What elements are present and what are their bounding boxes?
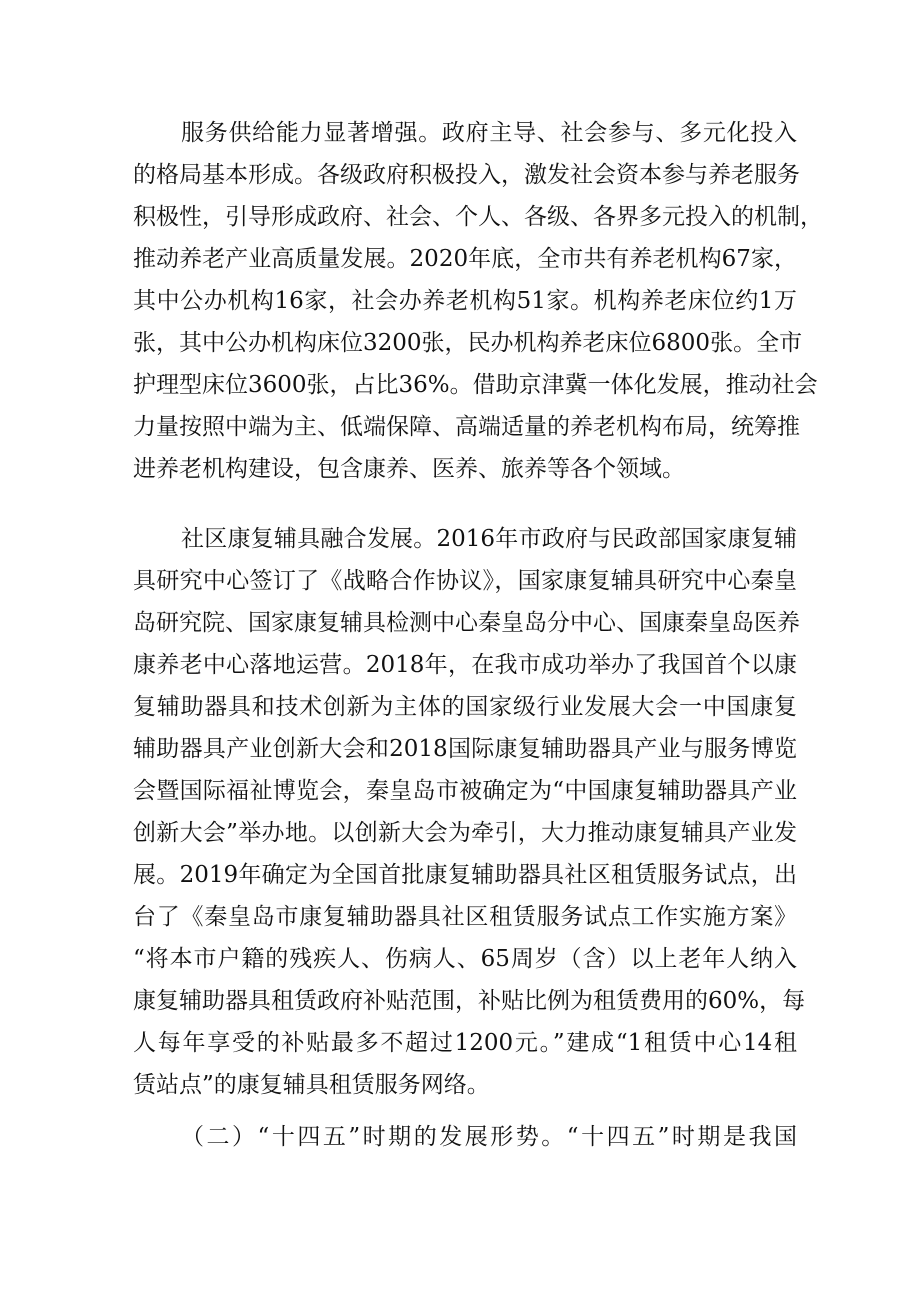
paragraph-1-line: 力量按照中端为主、低端保障、高端适量的养老机构布局，统筹推 (133, 414, 800, 440)
paragraph-2-line: 岛研究院、国家康复辅具检测中心秦皇岛分中心、国康秦皇岛医养 (133, 610, 800, 636)
paragraph-1-line: 推动养老产业高质量发展。2020年底，全市共有养老机构67家， (133, 246, 797, 272)
paragraph-2-line: “将本市户籍的残疾人、伤病人、65周岁（含）以上老年人纳入 (133, 946, 797, 972)
paragraph-2-line: 辅助器具产业创新大会和2018国际康复辅助器具产业与服务博览 (133, 736, 797, 762)
paragraph-1-line: 其中公办机构16家，社会办养老机构51家。机构养老床位约1万 (133, 288, 797, 314)
paragraph-1-line: 的格局基本形成。各级政府积极投入，激发社会资本参与养老服务 (133, 162, 800, 188)
section-heading-line: （二）“十四五”时期的发展形势。“十四五”时期是我国 (181, 1124, 797, 1150)
paragraph-2-line: 康复辅助器具租赁政府补贴范围，补贴比例为租赁费用的60%，每 (133, 988, 806, 1014)
paragraph-2-line: 社区康复辅具融合发展。2016年市政府与民政部国家康复辅 (181, 526, 797, 552)
paragraph-2-line: 具研究中心签订了《战略合作协议》，国家康复辅具研究中心秦皇 (133, 568, 797, 594)
paragraph-1-line: 积极性，引导形成政府、社会、个人、各级、各界多元投入的机制， (133, 204, 823, 230)
paragraph-2-line: 人每年享受的补贴最多不超过1200元。”建成“1租赁中心14租 (133, 1030, 797, 1056)
paragraph-2-line: 康养老中心落地运营。2018年，在我市成功举办了我国首个以康 (133, 652, 797, 678)
paragraph-1-line: 服务供给能力显著增强。政府主导、社会参与、多元化投入 (181, 120, 797, 146)
paragraph-2-line: 创新大会”举办地。以创新大会为牵引，大力推动康复辅具产业发 (133, 820, 797, 846)
paragraph-1-line: 进养老机构建设，包含康养、医养、旅养等各个领域。 (133, 456, 685, 482)
paragraph-2-line: 复辅助器具和技术创新为主体的国家级行业发展大会一中国康复 (133, 694, 797, 720)
paragraph-2-line: 赁站点”的康复辅具租赁服务网络。 (133, 1072, 490, 1098)
paragraph-1-line: 护理型床位3600张，占比36%。借助京津冀一体化发展，推动社会 (133, 372, 818, 398)
paragraph-2-line: 展。2019年确定为全国首批康复辅助器具社区租赁服务试点，出 (133, 862, 797, 888)
paragraph-2-line: 台了《秦皇岛市康复辅助器具社区租赁服务试点工作实施方案》 (133, 904, 797, 930)
paragraph-2-line: 会暨国际福祉博览会，秦皇岛市被确定为“中国康复辅助器具产业 (133, 778, 797, 804)
paragraph-1-line: 张，其中公办机构床位3200张，民办机构养老床位6800张。全市 (133, 330, 803, 356)
